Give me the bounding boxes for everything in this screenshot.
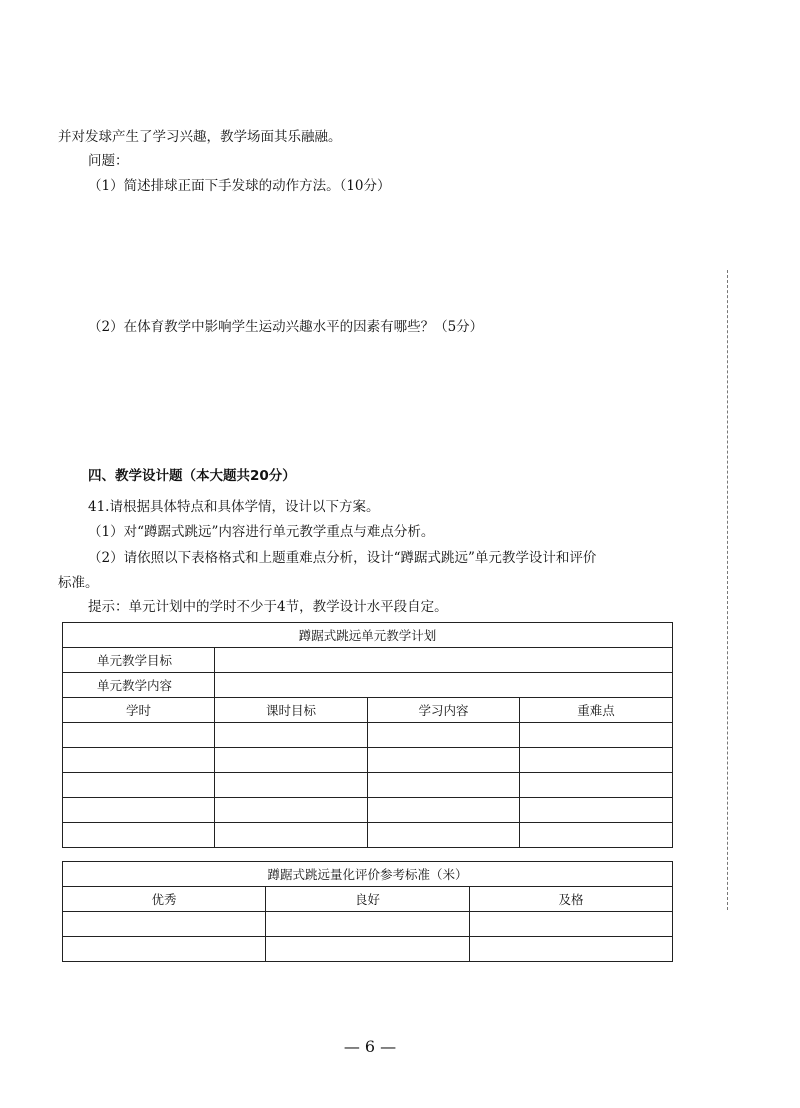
table-row xyxy=(63,773,673,798)
header-excellent: 优秀 xyxy=(63,887,266,912)
section-title: 四、教学设计题（本大题共20分） xyxy=(88,468,296,484)
questions-label: 问题： xyxy=(88,153,129,169)
question-2: （2）在体育教学中影响学生运动兴趣水平的因素有哪些？（5分） xyxy=(88,319,484,335)
margin-rule xyxy=(727,270,728,910)
table-row xyxy=(63,723,673,748)
eval-title-row xyxy=(63,862,673,887)
header-class-hours: 学时 xyxy=(63,698,215,723)
plan-title-row xyxy=(63,623,673,648)
question-41-part-2a: （2）请依照以下表格格式和上题重难点分析，设计“蹲踞式跳远”单元教学设计和评价 xyxy=(88,550,597,566)
plan-header-row xyxy=(63,698,673,723)
eval-table-title: 蹲踞式跳远量化评价参考标准（米） xyxy=(63,862,673,887)
unit-content-label: 单元教学内容 xyxy=(63,673,215,698)
table-row xyxy=(63,937,673,962)
plan-goal-row xyxy=(63,648,673,673)
question-41-part-2b: 标准。 xyxy=(58,575,99,591)
table-row xyxy=(63,748,673,773)
unit-content-cell xyxy=(215,673,673,698)
intro-line: 并对发球产生了学习兴趣，教学场面其乐融融。 xyxy=(58,129,342,145)
table-row xyxy=(63,912,673,937)
unit-plan-table xyxy=(62,622,673,848)
eval-header-row xyxy=(63,887,673,912)
header-pass: 及格 xyxy=(470,887,673,912)
table-row xyxy=(63,798,673,823)
question-41: 41.请根据具体特点和具体学情，设计以下方案。 xyxy=(88,499,380,515)
question-1: （1）简述排球正面下手发球的动作方法。（10分） xyxy=(88,178,391,194)
header-lesson-goal: 课时目标 xyxy=(215,698,368,723)
evaluation-table xyxy=(62,861,673,962)
unit-goal-label: 单元教学目标 xyxy=(63,648,215,673)
plan-table-title: 蹲踞式跳远单元教学计划 xyxy=(63,623,673,648)
hint-text: 提示：单元计划中的学时不少于4节，教学设计水平段自定。 xyxy=(88,599,448,615)
unit-goal-cell xyxy=(215,648,673,673)
question-41-part-1: （1）对“蹲踞式跳远”内容进行单元教学重点与难点分析。 xyxy=(88,524,435,540)
header-good: 良好 xyxy=(266,887,470,912)
page-number: — 6 — xyxy=(343,1037,397,1056)
header-key-difficulties: 重难点 xyxy=(520,698,673,723)
plan-content-row xyxy=(63,673,673,698)
header-learning-content: 学习内容 xyxy=(368,698,520,723)
table-row xyxy=(63,823,673,848)
